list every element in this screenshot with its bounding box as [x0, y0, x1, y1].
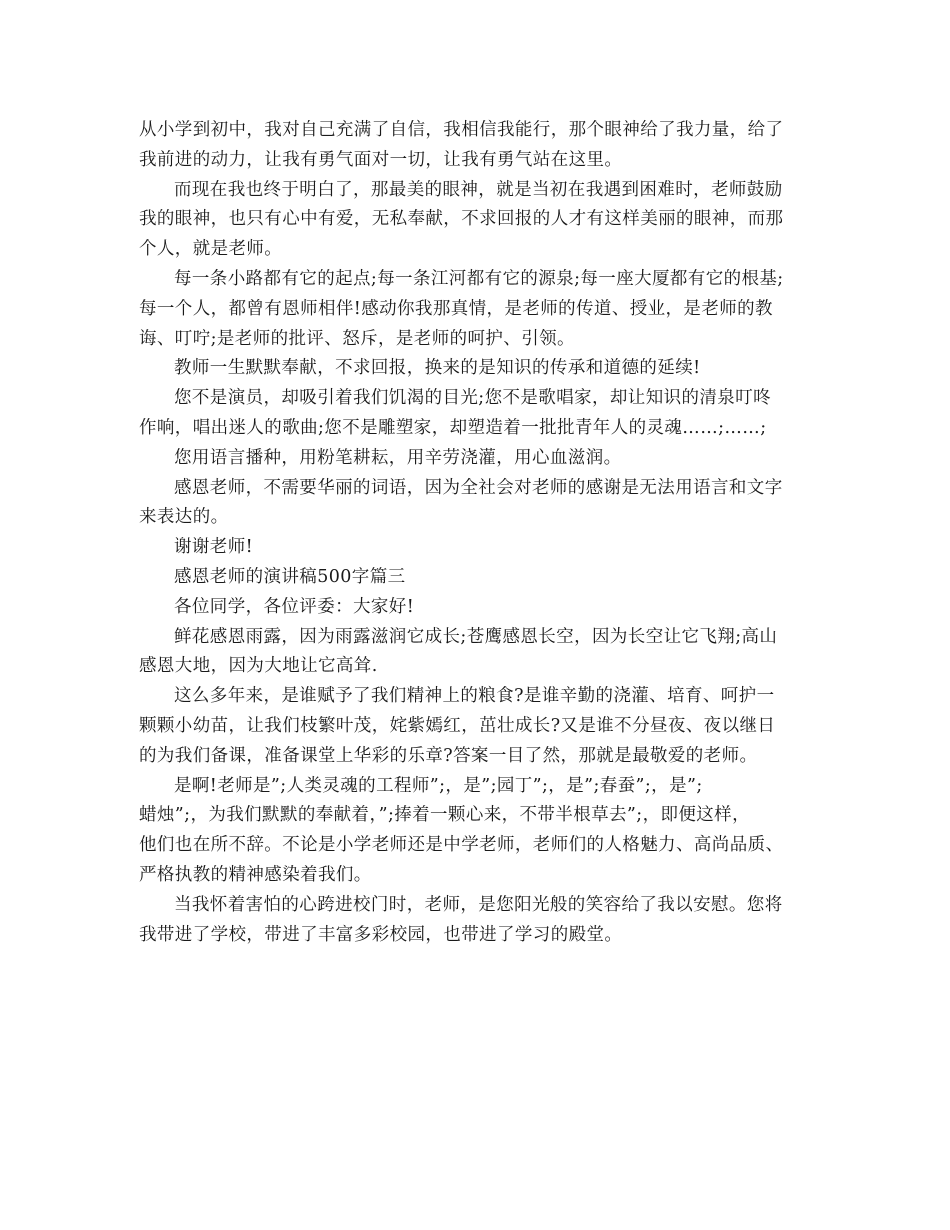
text-line: 个人，就是老师。	[139, 239, 283, 260]
text-line: 诲、叮咛;是老师的批评、怒斥，是老师的呵护、引领。	[139, 328, 575, 349]
text-line: 感恩老师，不需要华丽的词语，因为全社会对老师的感谢是无法用语言和文字	[174, 477, 783, 498]
text-line: 谢谢老师!	[174, 537, 254, 558]
text-line: 而现在我也终于明白了，那最美的眼神，就是当初在我遇到困难时，老师鼓励	[174, 179, 783, 200]
text-line: 鲜花感恩雨露，因为雨露滋润它成长;苍鹰感恩长空，因为长空让它飞翔;高山	[174, 626, 778, 647]
text-line: 感恩老师的演讲稿500字篇三	[174, 566, 406, 587]
text-line: 每一个人，都曾有恩师相伴!感动你我那真情，是老师的传道、授业，是老师的教	[139, 298, 773, 319]
text-line: 您用语言播种，用粉笔耕耘，用辛劳浇灌，用心血滋润。	[174, 447, 622, 468]
text-line: 来表达的。	[139, 507, 229, 528]
text-line: 作响，唱出迷人的歌曲;您不是雕塑家，却塑造着一批批青年人的灵魂……;……;	[139, 417, 767, 438]
text-line: 每一条小路都有它的起点;每一条江河都有它的源泉;每一座大厦都有它的根基;	[174, 268, 784, 289]
text-line: 您不是演员，却吸引着我们饥渴的目光;您不是歌唱家，却让知识的清泉叮咚	[174, 388, 771, 409]
text-line: 蜡烛”;，为我们默默的奉献着，”;捧着一颗心来，不带半根草去”;，即便这样，	[139, 805, 750, 826]
document-body	[139, 116, 819, 950]
text-line: 各位同学，各位评委：大家好!	[174, 596, 415, 617]
text-line: 他们也在所不辞。不论是小学老师还是中学老师，老师们的人格魅力、高尚品质、	[139, 835, 784, 856]
text-line: 我的眼神，也只有心中有爱，无私奉献，不求回报的人才有这样美丽的眼神，而那	[139, 209, 784, 230]
text-line: 从小学到初中，我对自己充满了自信，我相信我能行，那个眼神给了我力量，给了	[139, 120, 784, 140]
text-line: 我带进了学校，带进了丰富多彩校园，也带进了学习的殿堂。	[139, 924, 623, 945]
text-line: 我前进的动力，让我有勇气面对一切，让我有勇气站在这里。	[139, 149, 623, 170]
text-line: 严格执教的精神感染着我们。	[139, 864, 372, 885]
text-line: 教师一生默默奉献，不求回报，换来的是知识的传承和道德的延续!	[174, 358, 701, 379]
text-line: 颗颗小幼苗，让我们枝繁叶茂，姹紫嫣红，茁壮成长?又是谁不分昼夜、夜以继日	[139, 715, 776, 736]
text-line: 这么多年来，是谁赋予了我们精神上的粮食?是谁辛勤的浇灌、培育、呵护一	[174, 686, 775, 707]
text-line: 感恩大地，因为大地让它高耸.	[139, 656, 378, 677]
text-line: 是啊!老师是”;人类灵魂的工程师”;，是”;园丁”;，是”;春蚕”;，是”;	[174, 775, 703, 796]
text-line: 的为我们备课，准备课堂上华彩的乐章?答案一目了然，那就是最敬爱的老师。	[139, 745, 758, 766]
text-line: 当我怀着害怕的心跨进校门时，老师，是您阳光般的笑容给了我以安慰。您将	[174, 894, 783, 915]
